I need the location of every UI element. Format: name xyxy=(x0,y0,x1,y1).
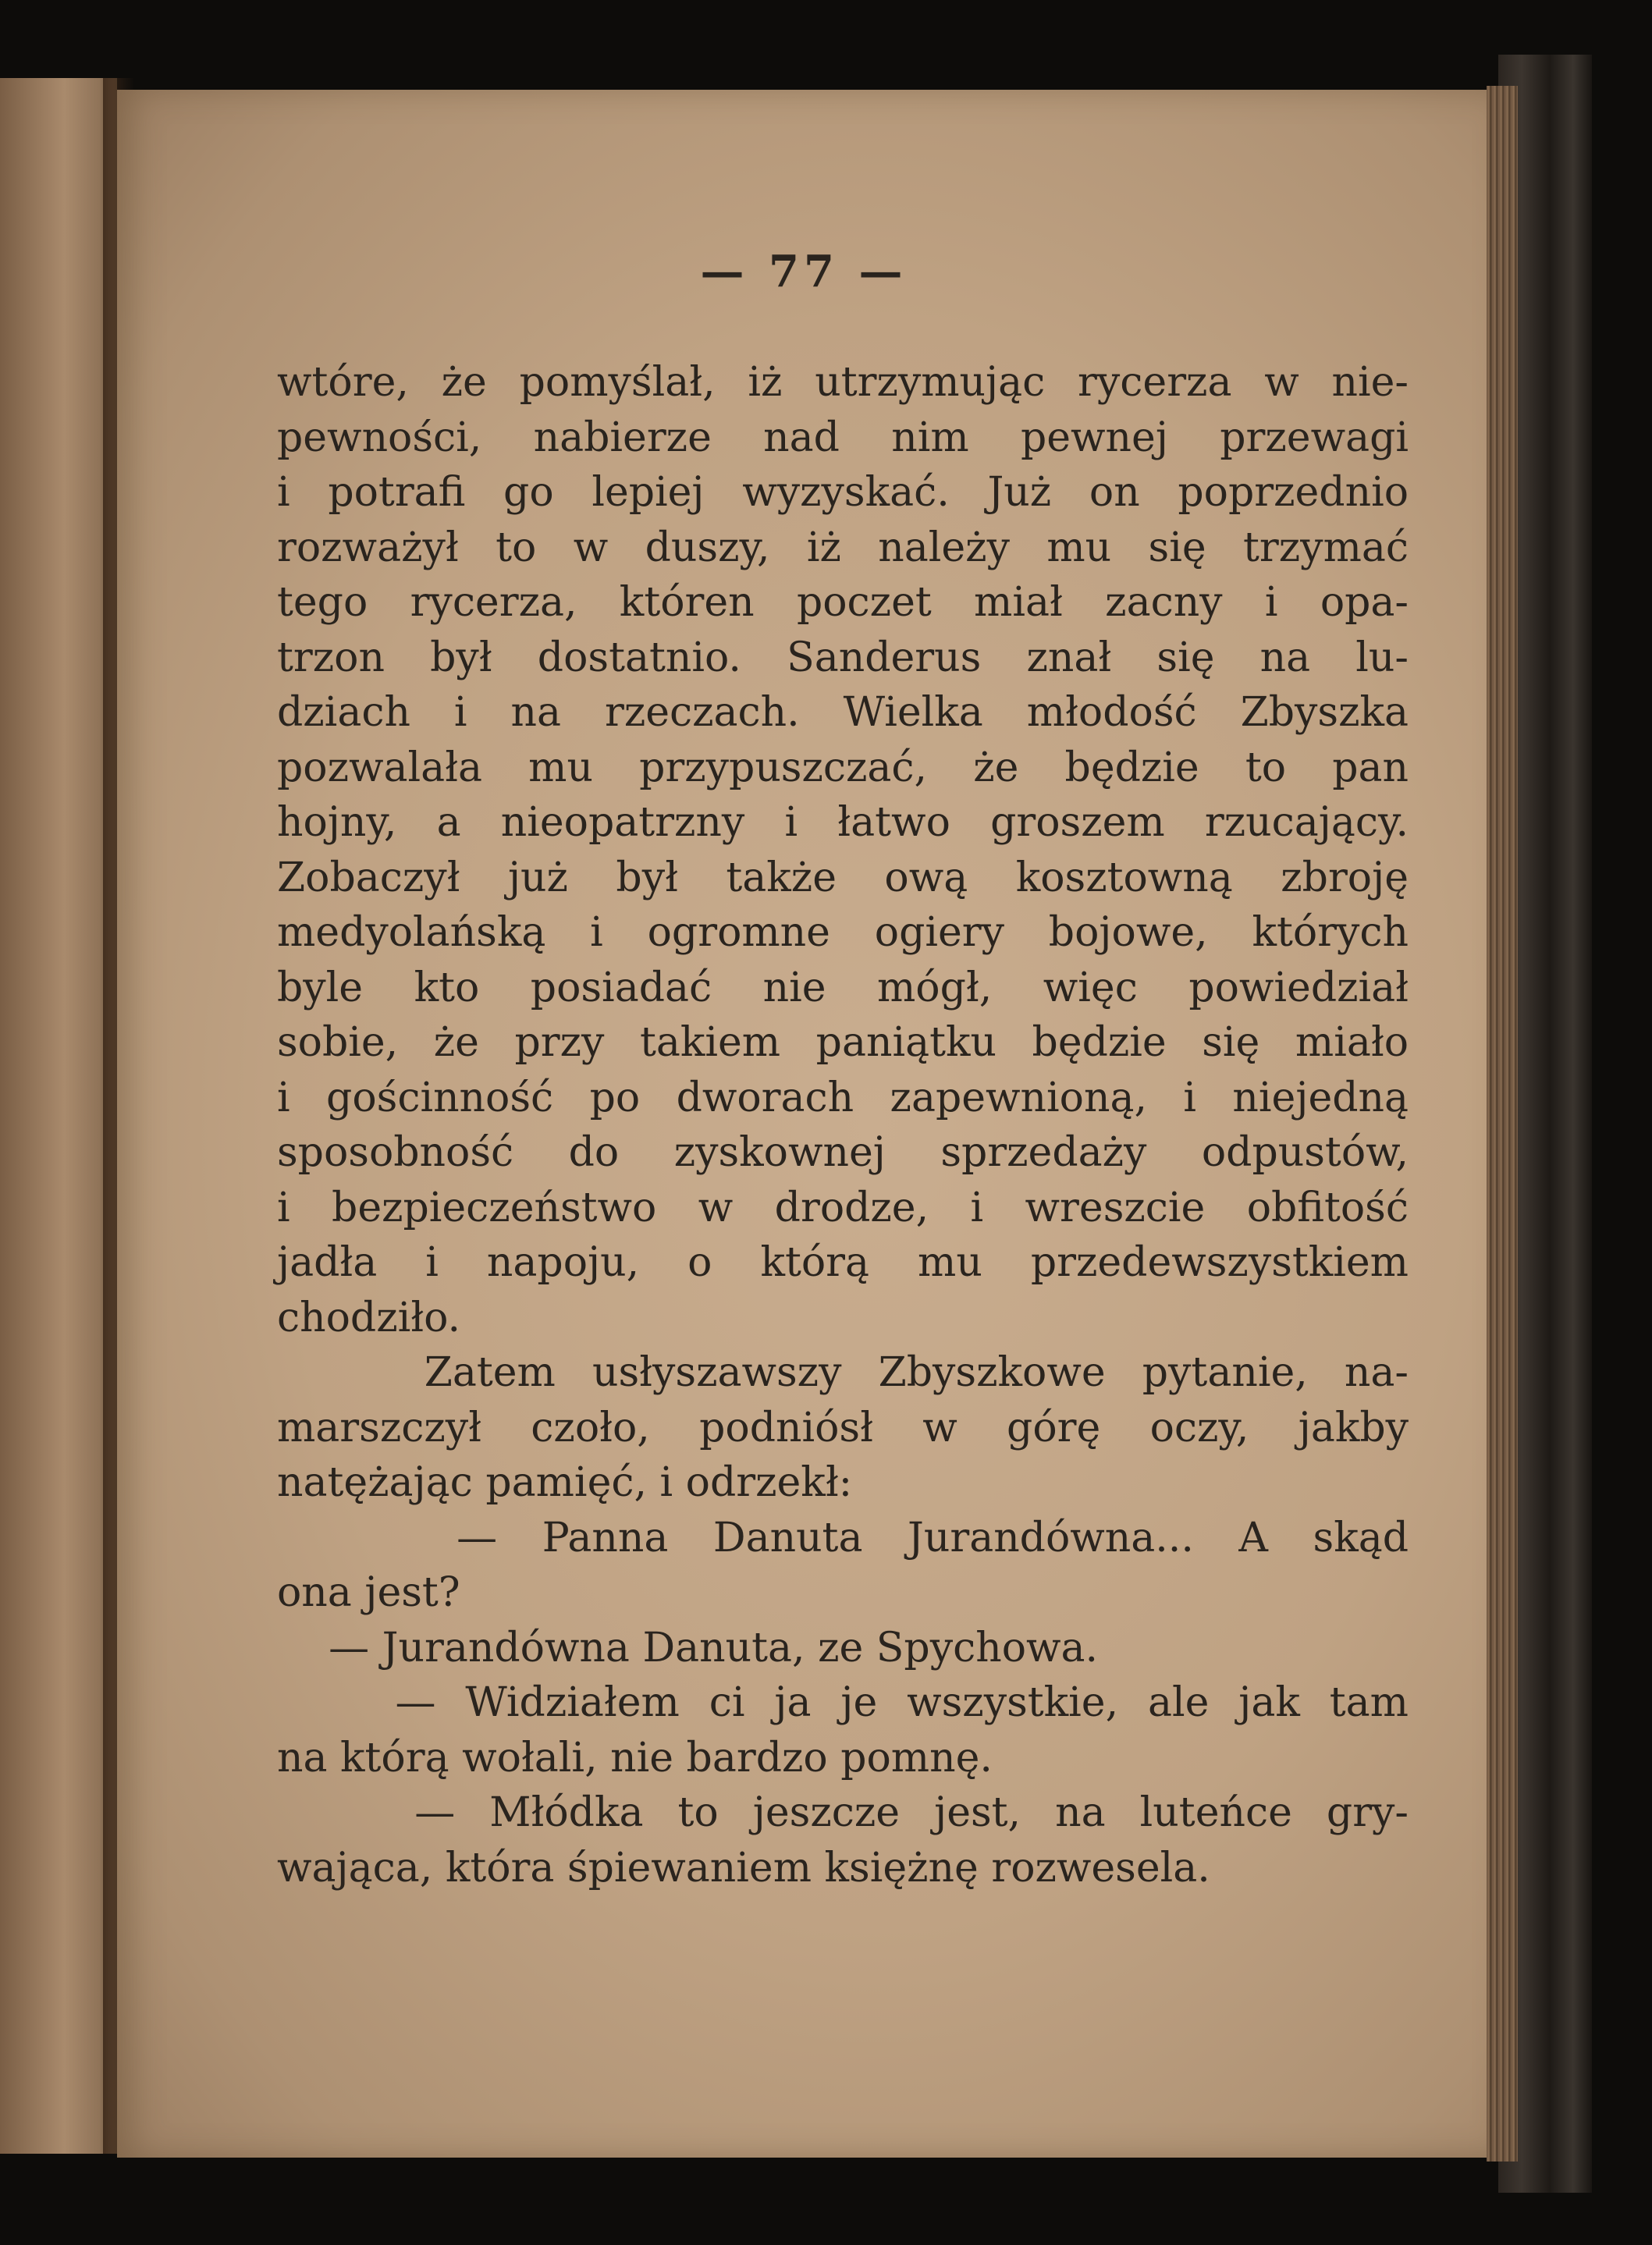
text-line: pewności, nabierze nad nim pewnej przewagi xyxy=(277,414,1409,461)
text-line: natężając pamięć, i odrzekł: xyxy=(277,1459,853,1506)
text-line: pozwalała mu przypuszczać, że będzie to pan xyxy=(277,744,1409,791)
text-line: ona jest? xyxy=(277,1569,460,1616)
page-stack-edge xyxy=(1487,86,1518,2162)
text-line: — Młódka to jeszcze jest, na luteńce gry- xyxy=(277,1789,1409,1836)
text-line: chodziło. xyxy=(277,1294,461,1341)
text-line: rozważył to w duszy, iż należy mu się trzymać xyxy=(277,524,1409,571)
page-text xyxy=(277,355,1409,1895)
book-page xyxy=(117,90,1490,2158)
text-line: hojny, a nieopatrzny i łatwo groszem rzucający. xyxy=(277,799,1409,846)
text-line: wająca, która śpiewaniem księżnę rozwesela. xyxy=(277,1844,1210,1892)
text-line: trzon był dostatnio. Sanderus znał się na lu- xyxy=(277,634,1409,681)
text-line: marszczył czoło, podniósł w górę oczy, jakby xyxy=(277,1404,1409,1451)
text-line: sposobność do zyskownej sprzedaży odpustów, xyxy=(277,1129,1409,1176)
page-number: — 77 — xyxy=(700,246,908,297)
text-line: byle kto posiadać nie mógł, więc powiedział xyxy=(277,964,1409,1011)
text-line: dziach i na rzeczach. Wielka młodość Zbyszka xyxy=(277,689,1409,736)
text-line: i potrafi go lepiej wyzyskać. Już on poprzednio xyxy=(277,469,1409,516)
text-line: — Panna Danuta Jurandówna... A skąd xyxy=(277,1514,1409,1561)
text-line: sobie, że przy takiem paniątku będzie się miało xyxy=(277,1019,1409,1066)
text-line: i bezpieczeństwo w drodze, i wreszcie obfitość xyxy=(277,1184,1409,1231)
text-line: — Widziałem ci ja je wszystkie, ale jak tam xyxy=(277,1679,1409,1726)
text-line: medyolańską i ogromne ogiery bojowe, których xyxy=(277,909,1409,956)
text-line: — Jurandówna Danuta, ze Spychowa. xyxy=(277,1624,1099,1671)
text-line: na którą wołali, nie bardzo pomnę. xyxy=(277,1734,993,1781)
text-line: Zobaczył już był także ową kosztowną zbroję xyxy=(277,854,1409,901)
facing-page-edge xyxy=(0,78,117,2154)
text-line: Zatem usłyszawszy Zbyszkowe pytanie, na- xyxy=(277,1349,1409,1396)
text-line: tego rycerza, któren poczet miał zacny i opa- xyxy=(277,579,1409,626)
text-line: i gościnność po dworach zapewnioną, i niejedną xyxy=(277,1074,1409,1121)
text-line: wtóre, że pomyślał, iż utrzymując rycerza w nie- xyxy=(277,359,1409,406)
text-line: jadła i napoju, o którą mu przedewszystkiem xyxy=(277,1239,1409,1286)
